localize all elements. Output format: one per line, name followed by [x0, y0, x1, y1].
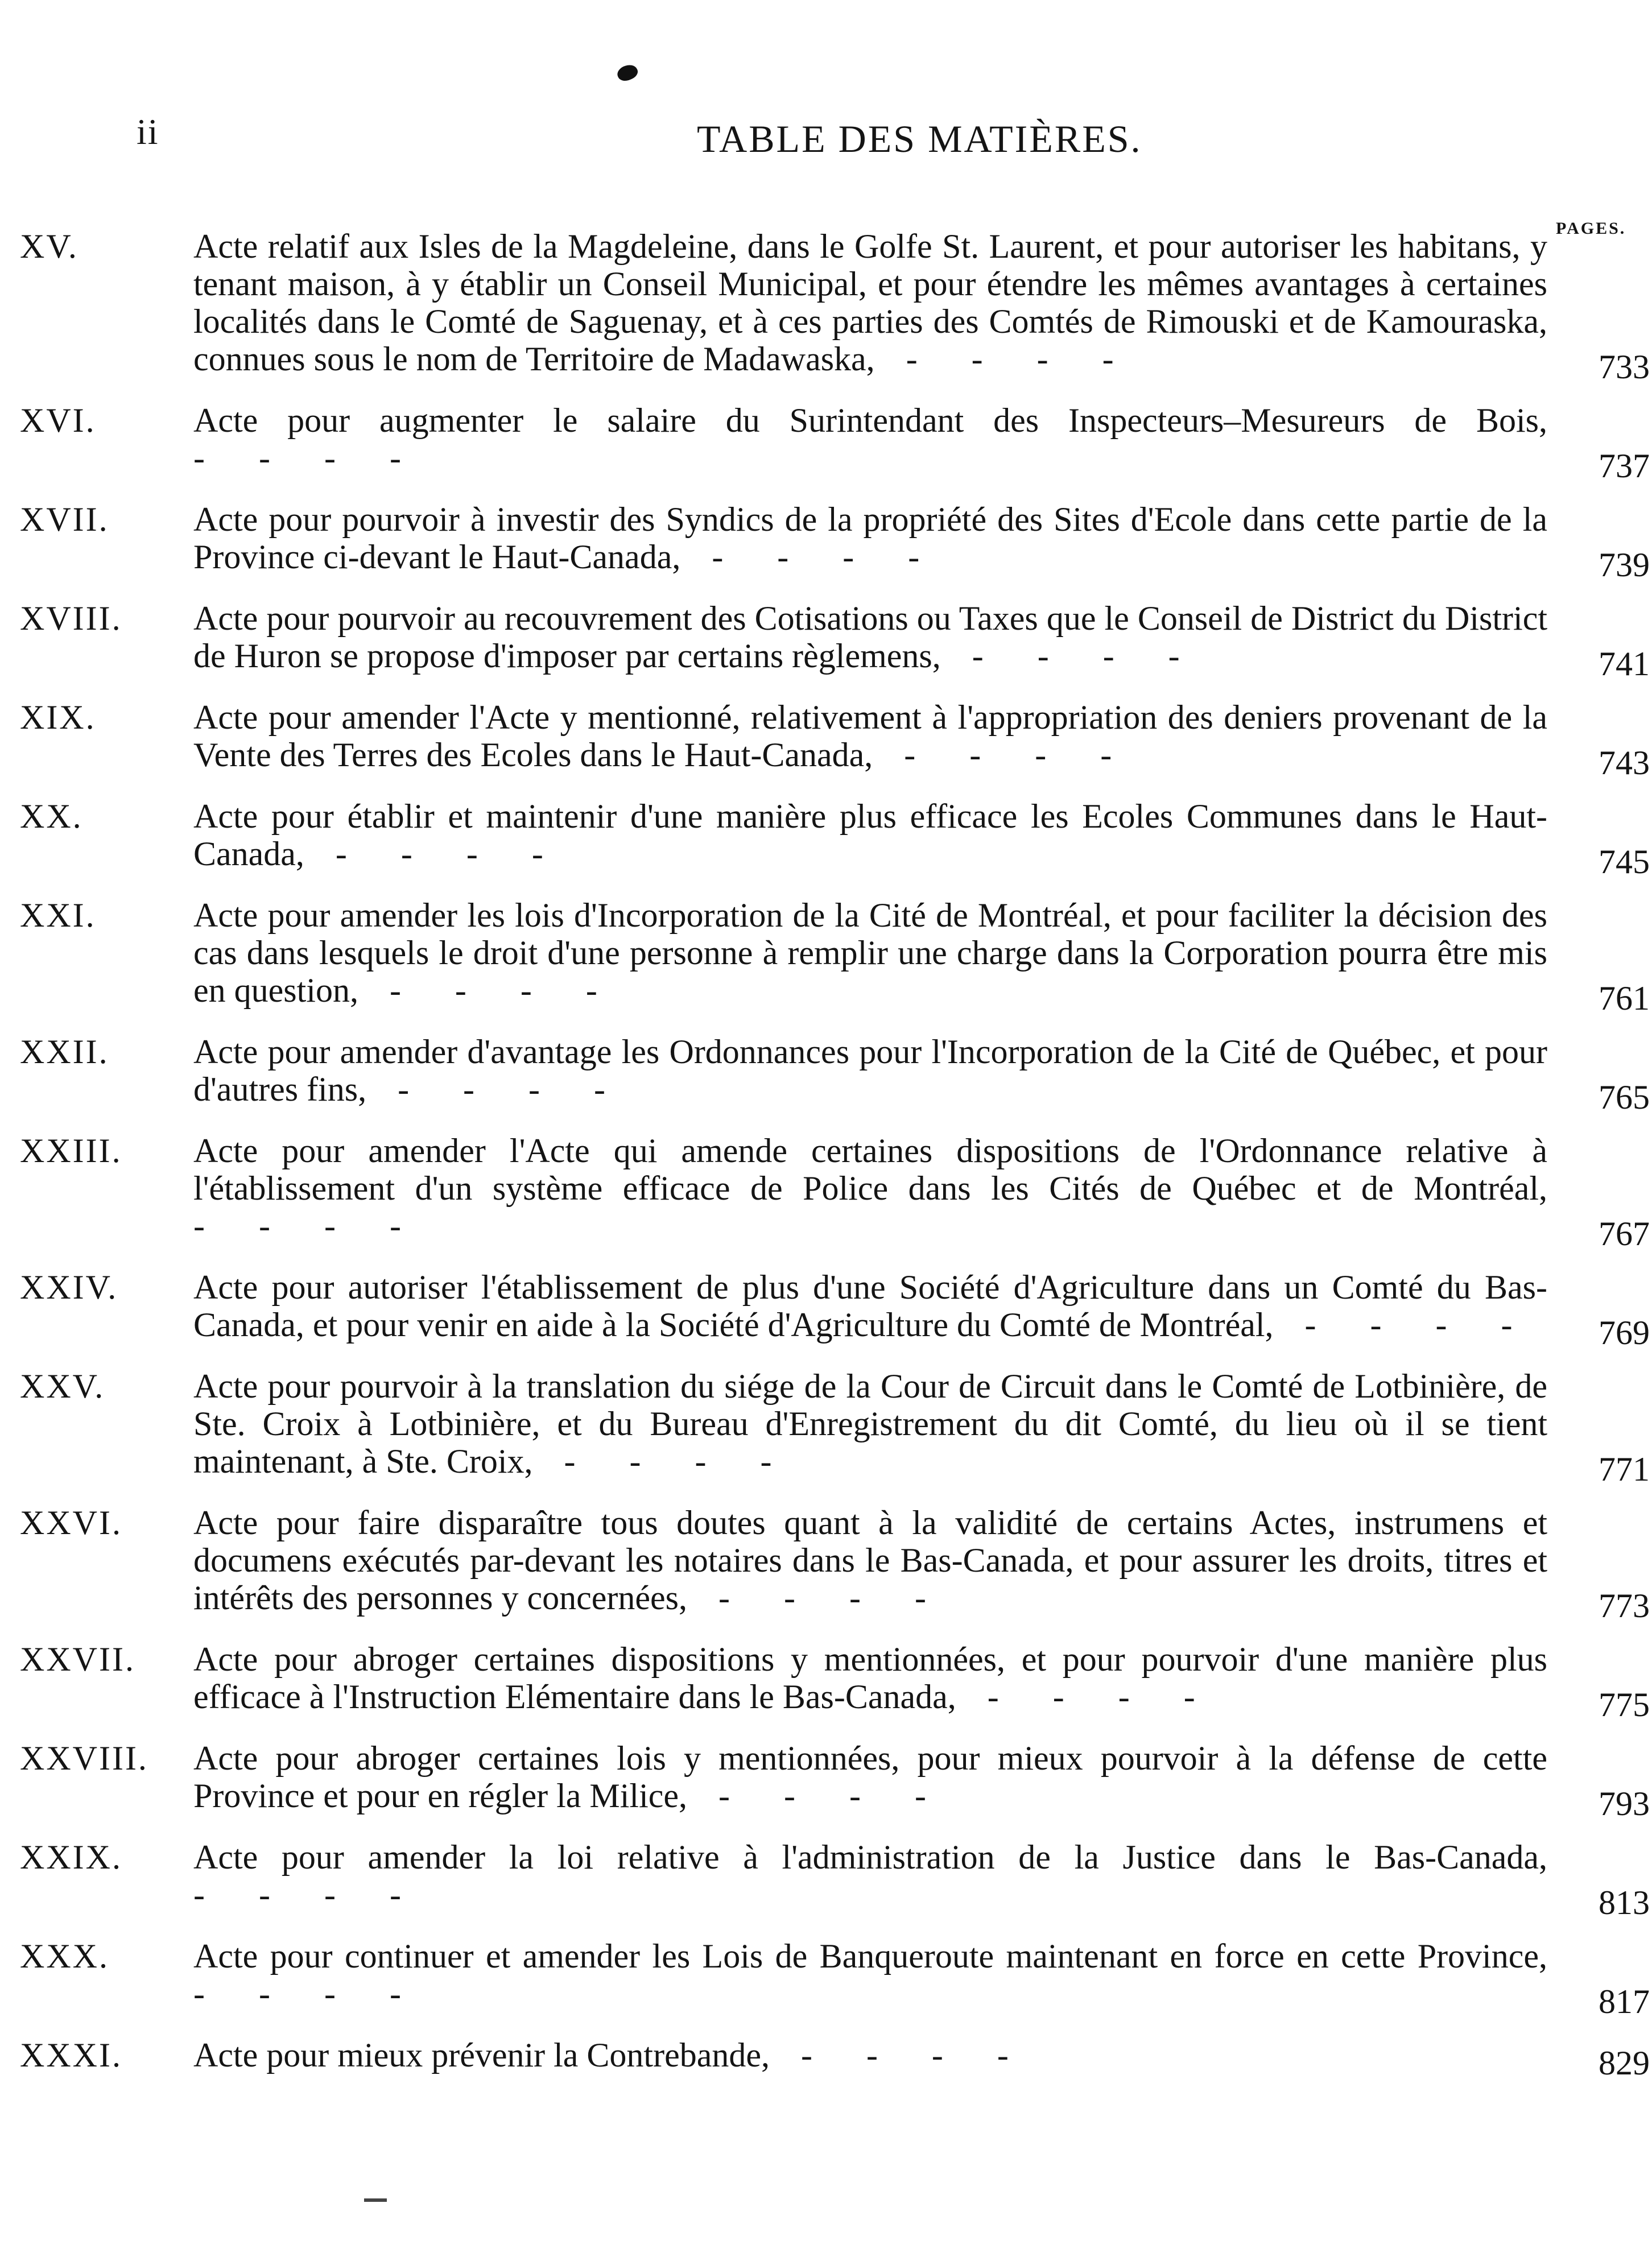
entry-numeral: XXI.: [20, 896, 96, 934]
dot-leader: - - - -: [1273, 1306, 1535, 1344]
toc-entry: [20, 2036, 1652, 2082]
entry-page-number: 739: [1599, 546, 1650, 584]
toc-entry: [20, 1033, 1652, 1116]
entry-title: Acte pour abroger certaines dispositions y mentionnées, et pour pourvoir d'une manière plus efficace à l'Instruction Elémentaire dans le Bas-Canada,: [193, 1640, 1547, 1716]
entry-title: Acte pour établir et maintenir d'une manière plus efficace les Ecoles Communes dans le Haut-Canada,: [193, 797, 1547, 873]
dot-leader: - - - -: [193, 1975, 424, 2012]
entry-page-number: 745: [1599, 843, 1650, 881]
table-of-contents: [20, 228, 1652, 2098]
dot-leader: - - - -: [193, 1207, 424, 1245]
entry-numeral: XXIX.: [20, 1838, 122, 1876]
dot-leader: - - - -: [873, 736, 1135, 774]
entry-title: Acte pour amender les lois d'Incorporation de la Cité de Montréal, et pour faciliter la décision des cas dans lesquels le droit d'une personne à remplir une charge dans la Corporation pourra être mis en question,: [193, 896, 1547, 1009]
entry-numeral: XXVII.: [20, 1640, 135, 1678]
toc-entry: [20, 797, 1652, 881]
dot-leader: - - - -: [940, 637, 1203, 675]
dot-leader: - - - -: [687, 1579, 949, 1617]
toc-entry: [20, 698, 1652, 782]
dot-leader: - - - -: [193, 439, 424, 477]
dot-leader: - - - -: [304, 835, 566, 873]
entry-numeral: XV.: [20, 228, 79, 265]
dot-leader: - - - -: [874, 340, 1137, 378]
toc-entry: [20, 1132, 1652, 1253]
entry-numeral: XX.: [20, 797, 83, 835]
toc-entry: [20, 1640, 1652, 1723]
entry-page-number: 737: [1599, 447, 1650, 485]
dot-leader: - - - -: [366, 1070, 628, 1108]
entry-page-number: 741: [1599, 645, 1650, 683]
entry-title: Acte pour pourvoir à investir des Syndics de la propriété des Sites d'Ecole dans cette partie de la Province ci-devant le Haut-Canada,: [193, 501, 1547, 576]
dot-leader: - - - -: [358, 972, 620, 1009]
pages-column-header: PAGES.: [1556, 219, 1626, 238]
toc-entry: [20, 1937, 1652, 2020]
dot-leader: - - - -: [687, 1777, 949, 1814]
entry-title: Acte pour amender l'Acte y mentionné, relativement à l'appropriation des deniers provenant de la Vente des Terres des Ecoles dans le Haut-Canada,: [193, 698, 1547, 774]
printer-mark: [364, 2198, 387, 2202]
entry-title: Acte pour augmenter le salaire du Surintendant des Inspecteurs–Mesureurs de Bois,: [193, 402, 1547, 439]
entry-numeral: XXII.: [20, 1033, 109, 1070]
entry-page-number: 771: [1599, 1450, 1650, 1488]
entry-numeral: XXIII.: [20, 1132, 122, 1169]
entry-page-number: 775: [1599, 1686, 1650, 1723]
entry-title: Acte pour abroger certaines lois y mentionnées, pour mieux pourvoir à la défense de cette Province et pour en régler la Milice,: [193, 1739, 1547, 1814]
entry-page-number: 773: [1599, 1587, 1650, 1625]
entry-numeral: XXV.: [20, 1367, 105, 1405]
entry-page-number: 829: [1599, 2044, 1650, 2082]
entry-title: Acte pour mieux prévenir la Contrebande,: [193, 2036, 770, 2074]
page-title: TABLE DES MATIÈRES.: [697, 117, 1142, 160]
entry-title: Acte pour faire disparaître tous doutes quant à la validité de certains Actes, instrumens et documens exécutés par-devant les notaires dans le Bas-Canada, et pour assurer les droits, titres et intérêts des personnes y concernées,: [193, 1504, 1547, 1617]
toc-entry: [20, 1367, 1652, 1488]
entry-title: Acte pour pourvoir à la translation du siége de la Cour de Circuit dans le Comté de Lotbinière, de Ste. Croix à Lotbinière, et du Bureau d'Enregistrement du dit Comté, du lieu où il se tient maintenant, à Ste. Croix,: [193, 1367, 1547, 1480]
toc-entry: [20, 1739, 1652, 1822]
dot-leader: - - - -: [532, 1442, 795, 1480]
entry-page-number: 793: [1599, 1785, 1650, 1822]
entry-page-number: 761: [1599, 979, 1650, 1017]
toc-entry: [20, 402, 1652, 485]
toc-entry: [20, 896, 1652, 1017]
dot-leader: - - - -: [193, 1876, 424, 1913]
ink-blot: [615, 62, 640, 84]
entry-title: Acte relatif aux Isles de la Magdeleine, dans le Golfe St. Laurent, et pour autoriser les habitans, y tenant maison, à y établir un Conseil Municipal, et pour étendre les mêmes avantages à certaines localités dans le Comté de Saguenay, et à ces parties des Comtés de Rimouski et de Kamouraska, connues sous le nom de Territoire de Madawaska,: [193, 228, 1547, 378]
entry-numeral: XVII.: [20, 501, 109, 538]
toc-entry: [20, 1838, 1652, 1921]
entry-title: Acte pour amender la loi relative à l'administration de la Justice dans le Bas-Canada,: [193, 1838, 1547, 1876]
toc-entry: [20, 1268, 1652, 1351]
entry-title: Acte pour autoriser l'établissement de plus d'une Société d'Agriculture dans un Comté du Bas-Canada, et pour venir en aide à la Société d'Agriculture du Comté de Montréal,: [193, 1268, 1547, 1344]
toc-entry: [20, 501, 1652, 584]
dot-leader: - - - -: [956, 1678, 1218, 1716]
entry-page-number: 743: [1599, 744, 1650, 782]
entry-numeral: XXXI.: [20, 2036, 122, 2074]
entry-title: Acte pour pourvoir au recouvrement des Cotisations ou Taxes que le Conseil de District du District de Huron se propose d'imposer par certains règlemens,: [193, 600, 1547, 675]
entry-numeral: XXVIII.: [20, 1739, 148, 1777]
entry-numeral: XXVI.: [20, 1504, 122, 1541]
entry-page-number: 817: [1599, 1983, 1650, 2020]
entry-page-number: 765: [1599, 1078, 1650, 1116]
entry-title: Acte pour continuer et amender les Lois de Banqueroute maintenant en force en cette Province,: [193, 1937, 1547, 1975]
entry-numeral: XIX.: [20, 698, 96, 736]
toc-entry: [20, 600, 1652, 683]
toc-entry: [20, 228, 1652, 386]
entry-numeral: XXX.: [20, 1937, 109, 1975]
dot-leader: - - - -: [769, 2036, 1031, 2074]
entry-numeral: XXIV.: [20, 1268, 118, 1306]
entry-title: Acte pour amender d'avantage les Ordonnances pour l'Incorporation de la Cité de Québec, et pour d'autres fins,: [193, 1033, 1547, 1108]
entry-page-number: 769: [1599, 1314, 1650, 1351]
dot-leader: - - - -: [680, 538, 943, 576]
entry-page-number: 767: [1599, 1215, 1650, 1253]
page-number: ii: [137, 111, 159, 152]
entry-title: Acte pour amender l'Acte qui amende certaines dispositions de l'Ordonnance relative à l'établissement d'un système efficace de Police dans les Cités de Québec et de Montréal,: [193, 1132, 1547, 1207]
entry-numeral: XVI.: [20, 402, 96, 439]
toc-entry: [20, 1504, 1652, 1625]
entry-page-number: 813: [1599, 1884, 1650, 1921]
entry-numeral: XVIII.: [20, 600, 122, 637]
entry-page-number: 733: [1599, 348, 1650, 386]
